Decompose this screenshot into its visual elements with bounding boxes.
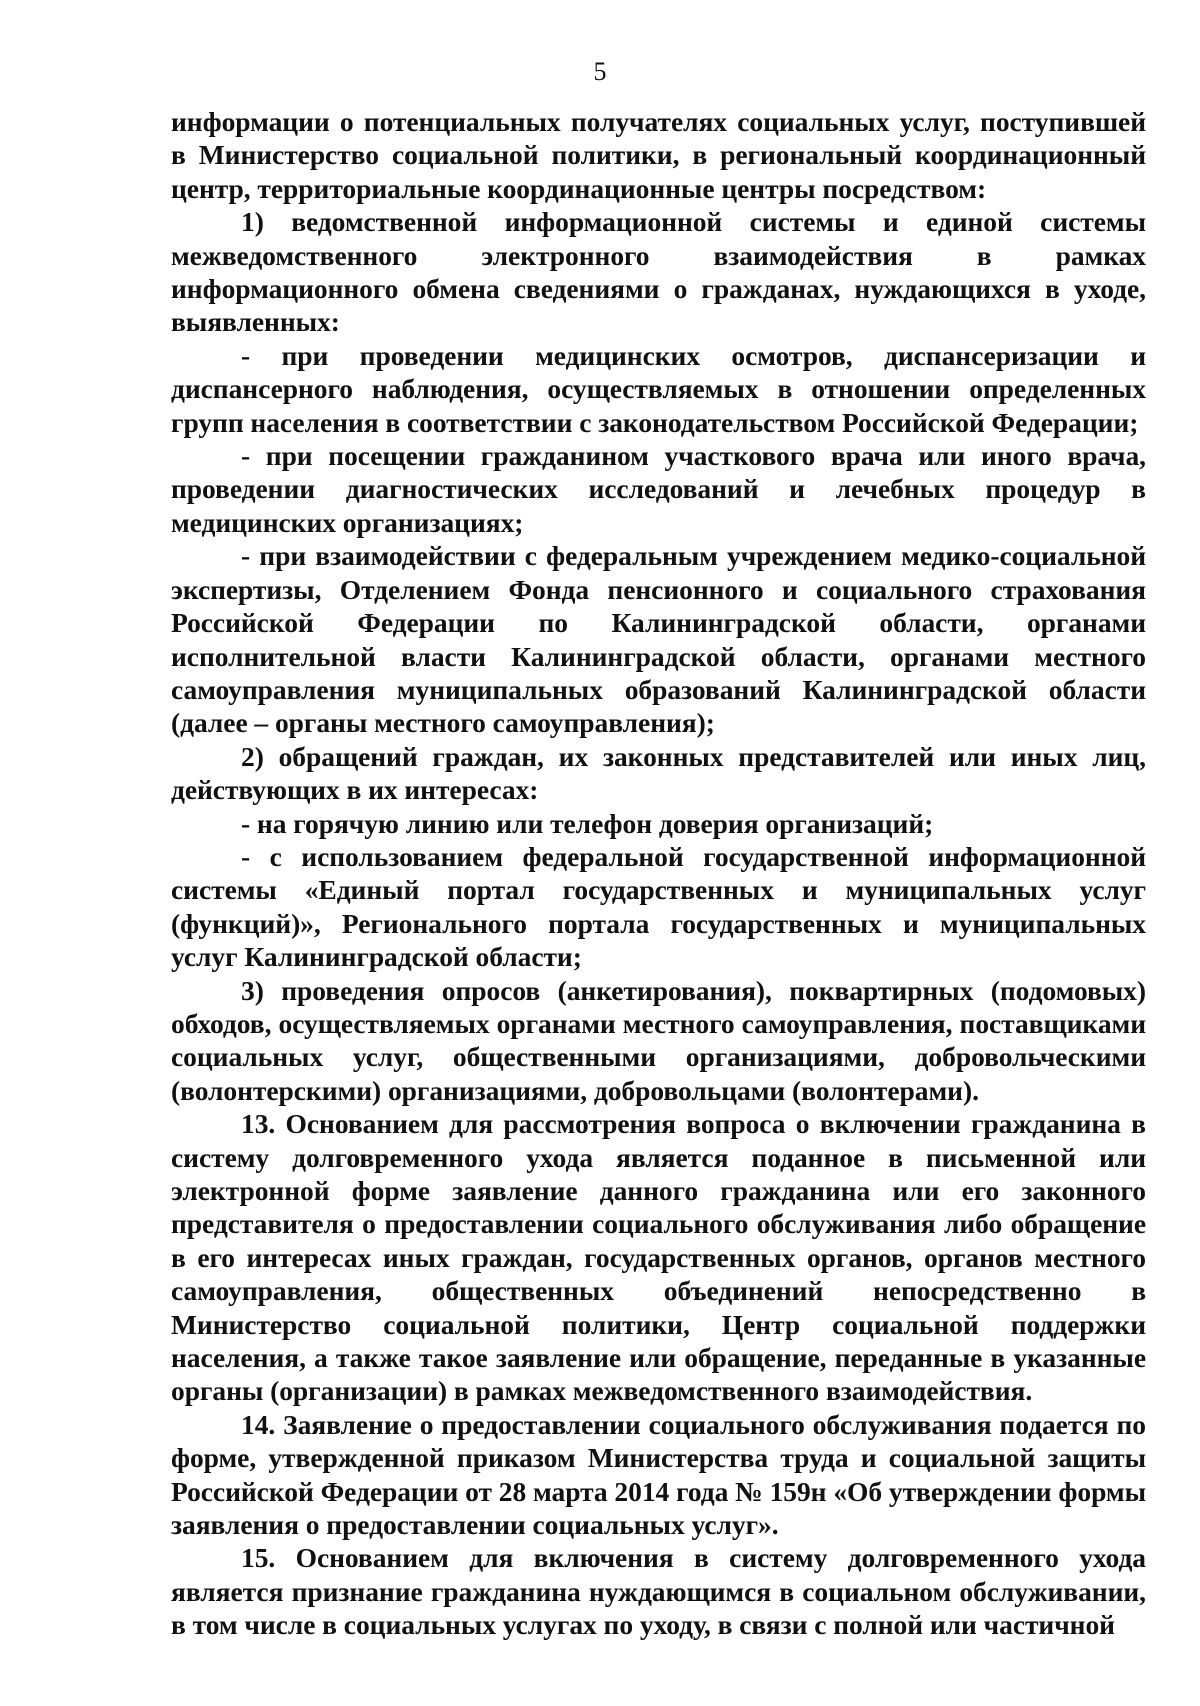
page-number: 5 <box>593 57 607 86</box>
paragraph-intro: информации о потенциальных получателях социальных услуг, поступившей в Министерство социальной политики, в региональный координационный центр, территориальные координационные центры посредством: <box>171 106 1146 204</box>
paragraph-interaction: - при взаимодействии с федеральным учреждением медико-социальной экспертизы, Отделением Фонда пенсионного и социального страхования Российской Федерации по Калининградской области, органами исполнительной власти Калининградской области, органами местного самоуправления муниципальных образований Калининградской области (далее – органы местного самоуправления); <box>171 540 1146 739</box>
paragraph-item-1: 1) ведомственной информационной системы и единой системы межведомственного электронного взаимодействия в рамках информационного обмена сведениями о гражданах, нуждающихся в уходе, выявленных: <box>171 206 1146 338</box>
paragraph-item-3: 3) проведения опросов (анкетирования), поквартирных (подомовых) обходов, осуществляемых органами местного самоуправления, поставщиками социальных услуг, общественными организациями, добровольческими (волонтерскими) организациями, добровольцами (волонтерами). <box>171 974 1146 1106</box>
paragraph-clause-14: 14. Заявление о предоставлении социального обслуживания подается по форме, утвержденной приказом Министерства труда и социальной защиты Российской Федерации от 28 марта 2014 года № 159н «Об утверждении формы заявления о предоставлении социальных услуг». <box>171 1408 1146 1541</box>
paragraph-portal: - с использованием федеральной государственной информационной системы «Единый портал государственных и муниципальных услуг (функций)», Регионального портала государственных и муниципальных услуг Калининградской области; <box>171 840 1146 973</box>
paragraph-clause-15: 15. Основанием для включения в систему долговременного ухода является признание гражданина нуждающимся в социальном обслуживании, в том числе в социальных услугах по уходу, в связи с полной или частичной <box>171 1542 1146 1641</box>
paragraph-medical-exams: - при проведении медицинских осмотров, диспансеризации и диспансерного наблюдения, осуществляемых в отношении определенных групп населения в соответствии с законодательством Российской Федерации; <box>171 339 1146 438</box>
paragraph-hotline: - на горячую линию или телефон доверия организаций; <box>241 807 934 839</box>
paragraph-item-2: 2) обращений граждан, их законных представителей или иных лиц, действующих в их интересах: <box>171 740 1146 806</box>
document-body <box>171 105 1146 1642</box>
paragraph-clause-13: 13. Основанием для рассмотрения вопроса о включении гражданина в систему долговременного ухода является поданное в письменной или электронной форме заявление данного гражданина или его законного представителя о предоставлении социального обслуживания либо обращение в его интересах иных граждан, государственных органов, органов местного самоуправления, общественных объединений непосредственно в Министерство социальной политики, Центр социальной поддержки населения, а также такое заявление или обращение, переданные в указанные органы (организации) в рамках межведомственного взаимодействия. <box>171 1108 1146 1407</box>
paragraph-doctor-visit: - при посещении гражданином участкового врача или иного врача, проведении диагностических исследований и лечебных процедур в медицинских организациях; <box>171 440 1146 538</box>
